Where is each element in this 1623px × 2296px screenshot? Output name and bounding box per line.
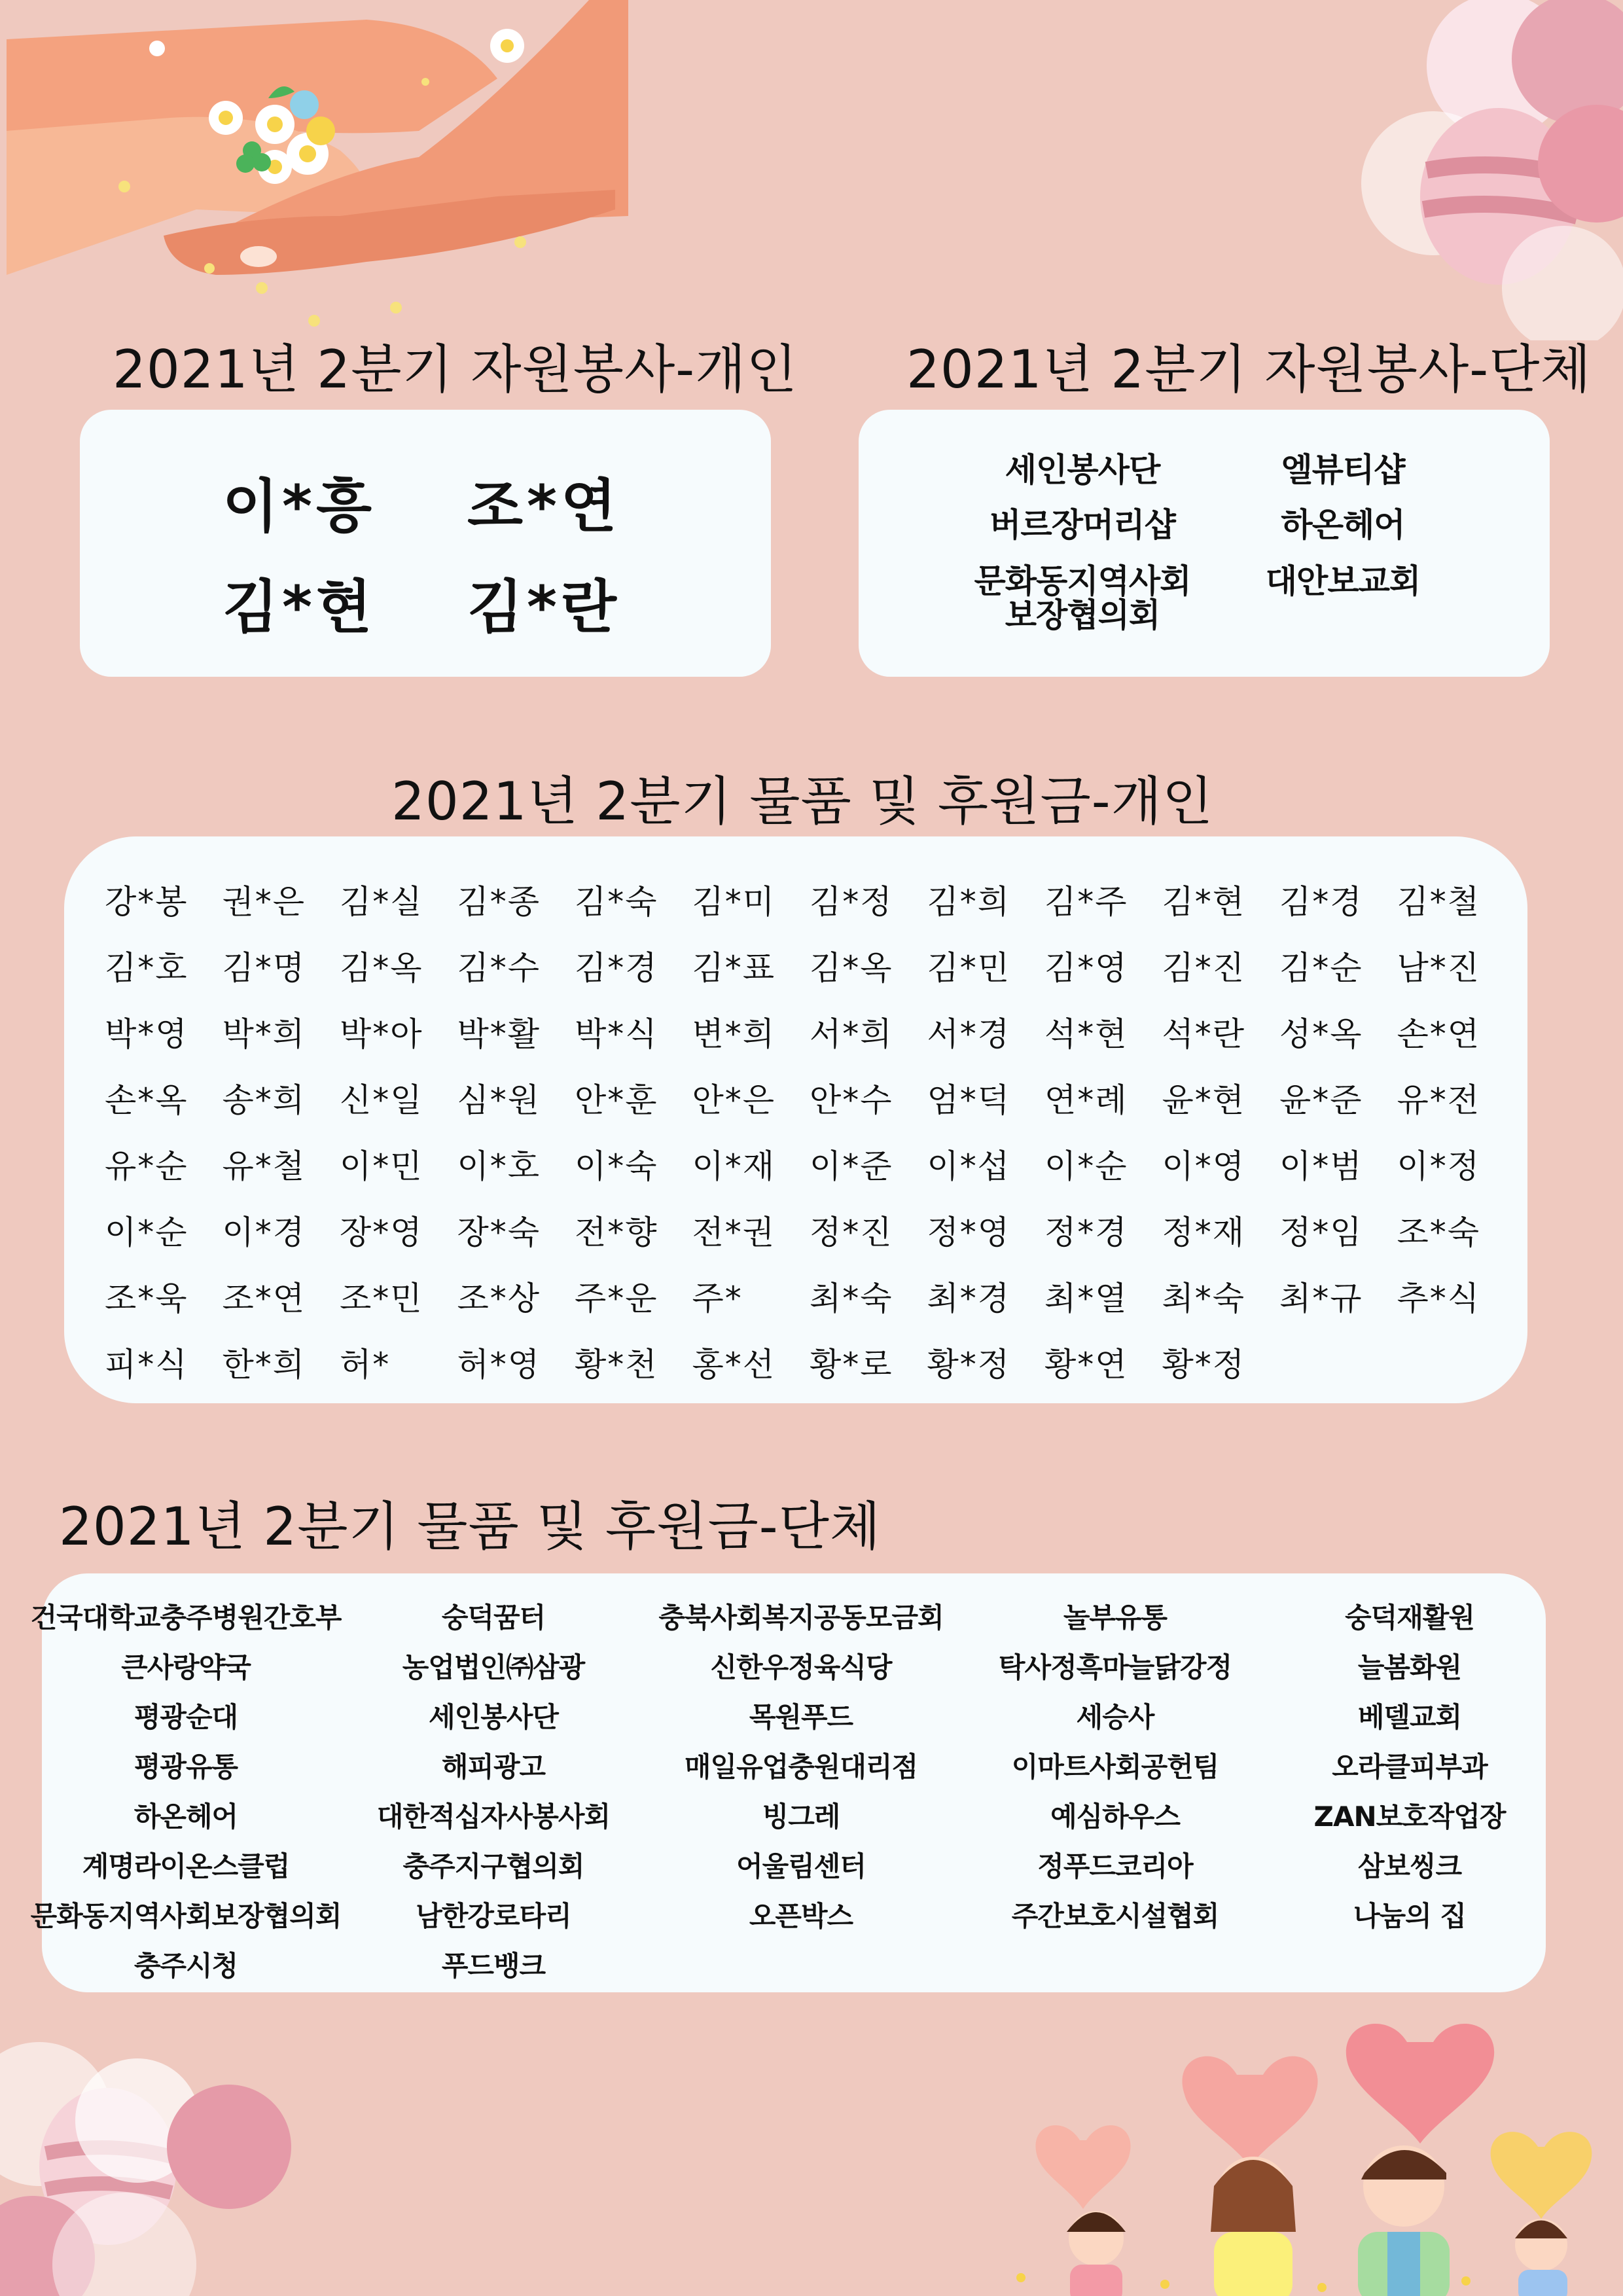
list-item: 김*현 [1162,883,1246,921]
list-item: 정*임 [1279,1213,1363,1251]
list-item: 추*식 [1397,1280,1481,1318]
list-item: 큰사랑약국 [121,1651,251,1683]
hands-flowers-illustration [0,0,628,340]
list-item: 계명라이온스클럽 [82,1850,290,1882]
list-item: 김*철 [1397,883,1481,921]
list-item: 황*천 [575,1346,658,1384]
list-item: 이*흥 [223,473,376,540]
list-item: 늘봄화원 [1357,1651,1462,1683]
list-item: 손*연 [1397,1015,1481,1053]
list-item: 대한적십자사봉사회 [376,1801,611,1833]
list-item: 문화동지역사회보장협의회 [30,1900,342,1932]
list-item: 김*수 [457,949,541,987]
list-item: 전*향 [575,1213,658,1251]
list-item: 유*전 [1397,1081,1481,1119]
list-item: 매일유업충원대리점 [684,1751,918,1783]
list-item: 하온헤어 [1281,506,1405,544]
list-item: 놀부유통 [1063,1602,1168,1634]
list-item: 김*정 [810,883,893,921]
list-item: 허*영 [457,1346,541,1384]
list-item: 최*숙 [1162,1280,1246,1318]
list-item: 김*란 [467,573,621,641]
balloons-top-right [1348,0,1623,340]
list-item: 어울림센터 [736,1850,866,1882]
donation-group-column-4 [971,1593,1259,1941]
list-item: 김*희 [927,883,1011,921]
list-item: 오픈박스 [749,1900,853,1932]
list-item: 한*희 [222,1346,306,1384]
list-item: 허* [340,1346,391,1384]
list-item: 주*운 [575,1280,658,1318]
volunteer-group-card [859,410,1550,677]
list-item: 조*연 [222,1280,306,1318]
list-item: 유*철 [222,1147,306,1185]
list-item: 신*일 [340,1081,423,1119]
list-item: 이*숙 [575,1147,658,1185]
list-item: 농업법인㈜삼광 [402,1651,585,1683]
list-item: 김*주 [1044,883,1128,921]
donation-individual-title: 2021년 2분기 물품 및 후원금-개인 [391,771,1214,832]
list-item: 이마트사회공헌팀 [1011,1751,1219,1783]
list-item: 이*호 [457,1147,541,1185]
list-item: 유*순 [105,1147,188,1185]
list-item: 전*권 [692,1213,776,1251]
list-item: 정*경 [1044,1213,1128,1251]
list-item: 박*식 [575,1015,658,1053]
family-hearts-illustration [995,2016,1623,2296]
list-item: 주* [692,1280,743,1318]
list-item: 대안보교회 [1265,562,1421,600]
list-item: 송*희 [222,1081,306,1119]
list-item: 정푸드코리아 [1037,1850,1193,1882]
donation-group-title: 2021년 2분기 물품 및 후원금-단체 [59,1496,882,1557]
list-item: 빙그레 [762,1801,840,1833]
list-item: 이*섭 [927,1147,1011,1185]
list-item: 성*옥 [1279,1015,1363,1053]
list-item: 김*종 [457,883,541,921]
list-item: 김*호 [105,949,188,987]
list-item: 안*수 [810,1081,893,1119]
list-item: 오라클피부과 [1332,1751,1488,1783]
list-item: 탁사정흑마늘닭강정 [998,1651,1232,1683]
list-item: 황*정 [1162,1346,1246,1384]
list-item: 정*재 [1162,1213,1246,1251]
list-item: 박*희 [222,1015,306,1053]
list-item: 권*은 [222,883,306,921]
donation-group-column-5 [1285,1593,1534,1941]
list-item: 삼보씽크 [1357,1850,1462,1882]
list-item: 김*진 [1162,949,1246,987]
list-item: 황*정 [927,1346,1011,1384]
list-item: 나눔의 집 [1353,1900,1466,1932]
donation-individual-grid [105,869,1514,1398]
list-item: 박*활 [457,1015,541,1053]
list-item: 장*영 [340,1213,423,1251]
list-item: 박*아 [340,1015,423,1053]
list-item: 최*규 [1279,1280,1363,1318]
list-item: 변*희 [692,1015,776,1053]
donation-group-column-2 [356,1593,631,1991]
list-item: 정*영 [927,1213,1011,1251]
list-item: 김*숙 [575,883,658,921]
list-item: 손*옥 [105,1081,188,1119]
list-item: 푸드뱅크 [441,1950,546,1982]
list-item: 버르장머리샵 [990,506,1175,544]
list-item: 신한우정육식당 [710,1651,892,1683]
list-item: 최*숙 [810,1280,893,1318]
list-item: 하온헤어 [134,1801,238,1833]
list-item: 김*순 [1279,949,1363,987]
list-item: 김*실 [340,883,423,921]
list-item: 엄*덕 [927,1081,1011,1119]
list-item: 최*열 [1044,1280,1128,1318]
list-item: 이*정 [1397,1147,1481,1185]
list-item: 조*민 [340,1280,423,1318]
balloons-bottom-left [0,2042,301,2296]
list-item: 충주지구협의회 [402,1850,584,1882]
list-item: 목원푸드 [749,1701,853,1733]
list-item: 조*상 [457,1280,541,1318]
list-item: 엘뷰티샵 [1281,451,1405,489]
list-item: 이*순 [1044,1147,1128,1185]
list-item: 장*숙 [457,1213,541,1251]
list-item: 남*진 [1397,949,1481,987]
list-item: ZAN보호작업장 [1313,1801,1506,1833]
list-item: 황*연 [1044,1346,1128,1384]
list-item: 강*봉 [105,883,188,921]
list-item: 석*현 [1044,1015,1128,1053]
list-item: 김*경 [1279,883,1363,921]
list-item: 안*은 [692,1081,776,1119]
list-item: 평광순대 [134,1701,238,1733]
list-item: 김*영 [1044,949,1128,987]
list-item: 베델교회 [1357,1701,1462,1733]
list-item: 석*란 [1162,1015,1246,1053]
donation-group-column-3 [657,1593,945,1941]
donation-group-column-1 [30,1593,342,1991]
list-item: 이*순 [105,1213,188,1251]
volunteer-individual-card [80,410,771,677]
list-item: 조*연 [467,473,621,540]
list-item: 심*원 [457,1081,541,1119]
list-item: 김*현 [223,573,376,641]
donation-group-card [30,1573,1546,1992]
list-item: 충북사회복지공동모금회 [658,1602,944,1634]
list-item: 세승사 [1076,1701,1154,1733]
list-item: 박*영 [105,1015,188,1053]
list-item: 황*로 [810,1346,893,1384]
list-item: 이*민 [340,1147,423,1185]
list-item: 해피광고 [441,1751,546,1783]
list-item: 조*욱 [105,1280,188,1318]
list-item: 김*경 [575,949,658,987]
list-item: 김*민 [927,949,1011,987]
list-item: 조*숙 [1397,1213,1481,1251]
list-item: 서*희 [810,1015,893,1053]
list-item: 충주시청 [134,1950,238,1982]
list-item: 홍*선 [692,1346,776,1384]
list-item: 연*례 [1044,1081,1128,1119]
list-item: 이*범 [1279,1147,1363,1185]
list-item: 이*경 [222,1213,306,1251]
list-item: 최*경 [927,1280,1011,1318]
list-item: 문화동지역사회 보장협의회 [974,562,1191,634]
list-item: 세인봉사단 [1005,451,1160,489]
list-item: 김*명 [222,949,306,987]
list-item: 건국대학교충주병원간호부 [30,1602,342,1634]
list-item: 김*표 [692,949,776,987]
list-item: 윤*현 [1162,1081,1246,1119]
list-item: 남한강로타리 [416,1900,571,1932]
list-item: 이*재 [692,1147,776,1185]
list-item: 피*식 [105,1346,188,1384]
list-item: 숭덕꿈터 [441,1602,546,1634]
list-item: 숭덕재활원 [1345,1602,1474,1634]
volunteer-group-title: 2021년 2분기 자원봉사-단체 [906,339,1592,400]
list-item: 서*경 [927,1015,1011,1053]
list-item: 안*훈 [575,1081,658,1119]
list-item: 이*영 [1162,1147,1246,1185]
list-item: 평광유통 [134,1751,238,1783]
list-item: 예심하우스 [1050,1801,1180,1833]
list-item: 세인봉사단 [429,1701,558,1733]
list-item: 정*진 [810,1213,893,1251]
volunteer-individual-title: 2021년 2분기 자원봉사-개인 [113,339,798,400]
list-item: 김*옥 [340,949,423,987]
list-item: 주간보호시설협회 [1011,1900,1219,1932]
list-item: 김*미 [692,883,776,921]
donation-individual-card [64,836,1527,1403]
list-item: 김*옥 [810,949,893,987]
list-item: 윤*준 [1279,1081,1363,1119]
list-item: 이*준 [810,1147,893,1185]
